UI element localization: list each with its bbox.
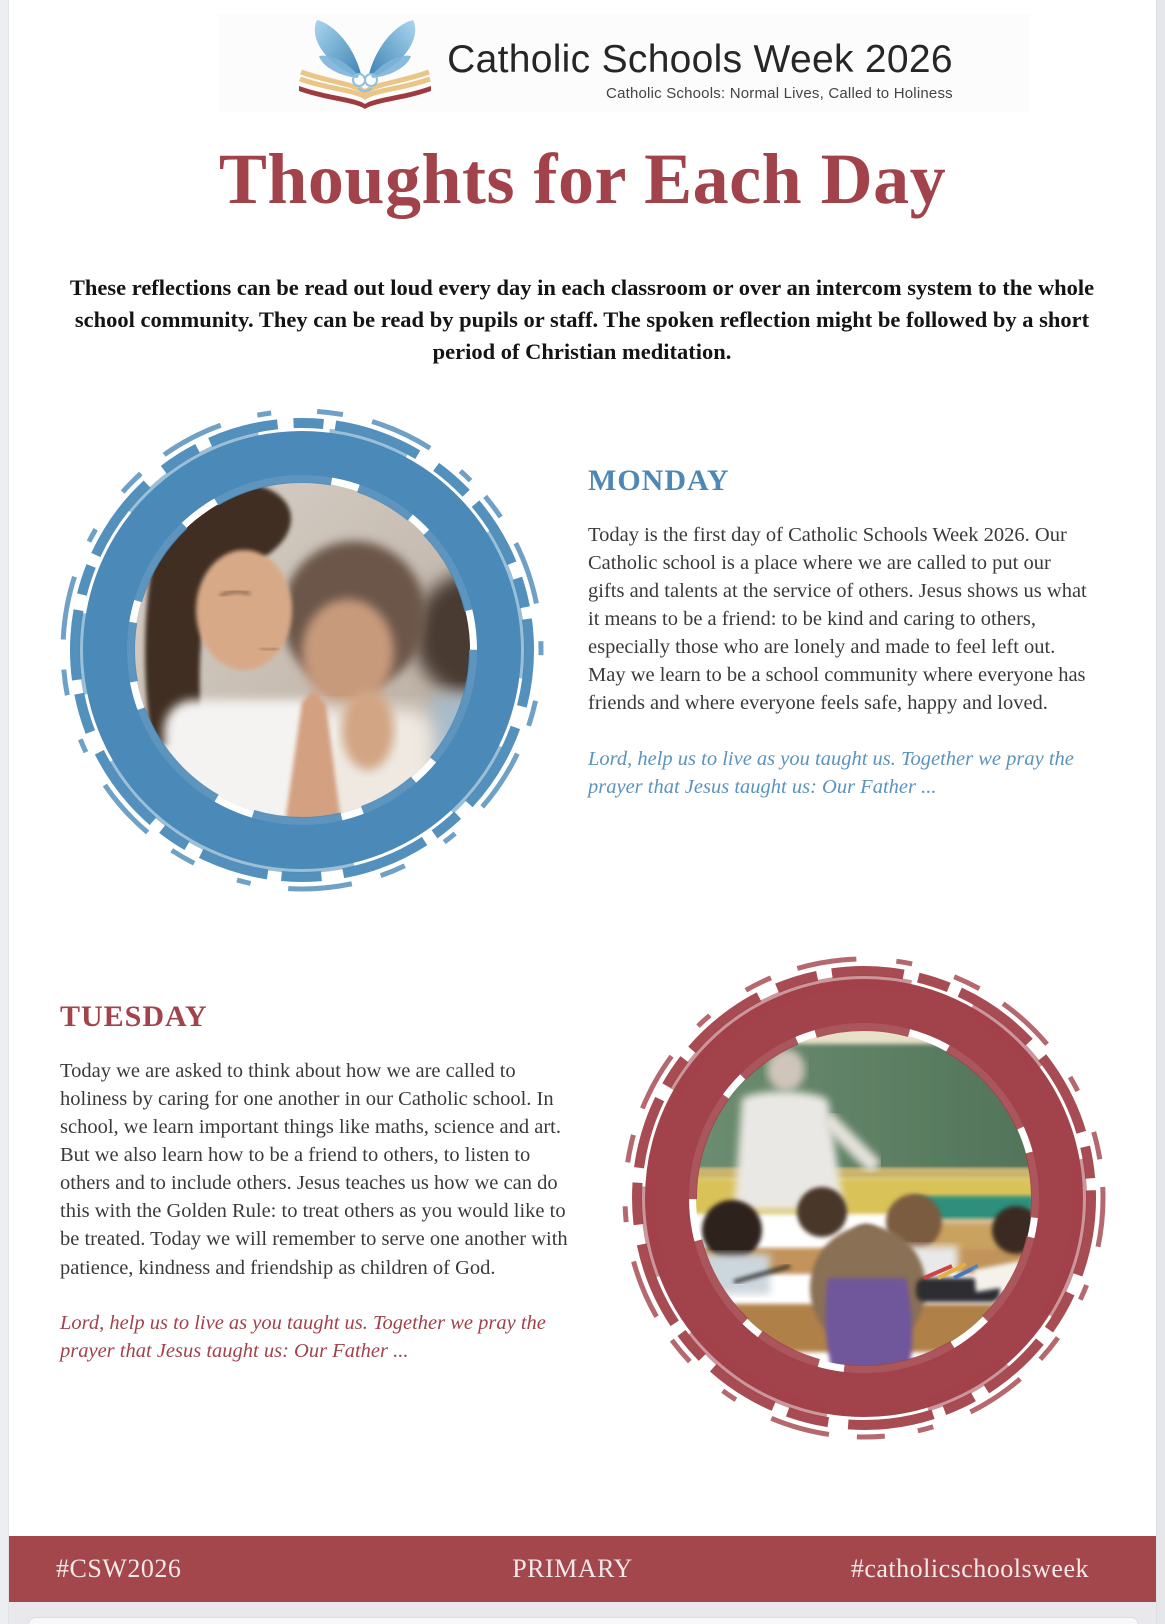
footer-hashtag-csw2026: #CSW2026: [56, 1554, 182, 1583]
viewer-right-edge: [1156, 0, 1165, 1624]
page-title: Thoughts for Each Day: [218, 139, 947, 219]
monday-heading: MONDAY: [588, 464, 730, 497]
tuesday-section: [52, 948, 1114, 1448]
footer-hashtag-catholicschoolsweek: #catholicschoolsweek: [850, 1554, 1089, 1583]
brand-title: Catholic Schools Week 2026: [447, 38, 953, 81]
monday-section: [52, 400, 1114, 900]
tuesday-text-column: [60, 948, 572, 1448]
footer-primary-label: PRIMARY: [512, 1554, 633, 1583]
footer-bar: [8, 1536, 1157, 1602]
classroom-photo: [614, 948, 1114, 1448]
tuesday-body: Today we are asked to think about how we are called to holiness by caring for one another in our Catholic school. In school, we learn important things like maths, science and art. But we also learn how to be a friend to others, to listen to others and to include others. Jesus teaches us how we can do this with the Golden Rule: to treat others as you would like to be treated. Today we will remember to serve one another with patience, kindness and friendship as children of God.: [60, 1060, 568, 1279]
monday-body: Today is the first day of Catholic Schools Week 2026. Our Catholic school is a place where we are called to put our gifts and talents at the service of others. Jesus shows us what it means to be a friend: to be kind and caring to others, especially those who are lonely and made to feel left out. May we learn to be a school community where everyone has friends and where everyone feels safe, happy and loved.: [588, 524, 1087, 715]
monday-photo: [52, 400, 552, 900]
brand-text: [447, 14, 953, 110]
tuesday-heading: TUESDAY: [60, 1000, 208, 1033]
brand: [295, 14, 953, 110]
tuesday-photo: [614, 948, 1114, 1448]
viewer-bottom-card-edge: [28, 1617, 1139, 1624]
viewer-left-edge: [0, 0, 9, 1624]
intro-paragraph: These reflections can be read out loud every day in each classroom or over an intercom system to the whole school community. They can be read by pupils or staff. The spoken reflection might be followed by a short period of Christian meditation.: [69, 275, 1095, 365]
children-praying-photo: [52, 400, 552, 900]
brand-tagline: Catholic Schools: Normal Lives, Called to Holiness: [606, 85, 953, 102]
monday-prayer: Lord, help us to live as you taught us. Together we pray the prayer that Jesus taught us: Our Father ...: [588, 747, 1074, 799]
monday-text-column: [588, 400, 1088, 900]
header-banner: [218, 14, 1030, 112]
tuesday-prayer: Lord, help us to live as you taught us. Together we pray the prayer that Jesus taught us: Our Father ...: [60, 1311, 546, 1363]
open-book-logo-icon: [295, 14, 437, 110]
